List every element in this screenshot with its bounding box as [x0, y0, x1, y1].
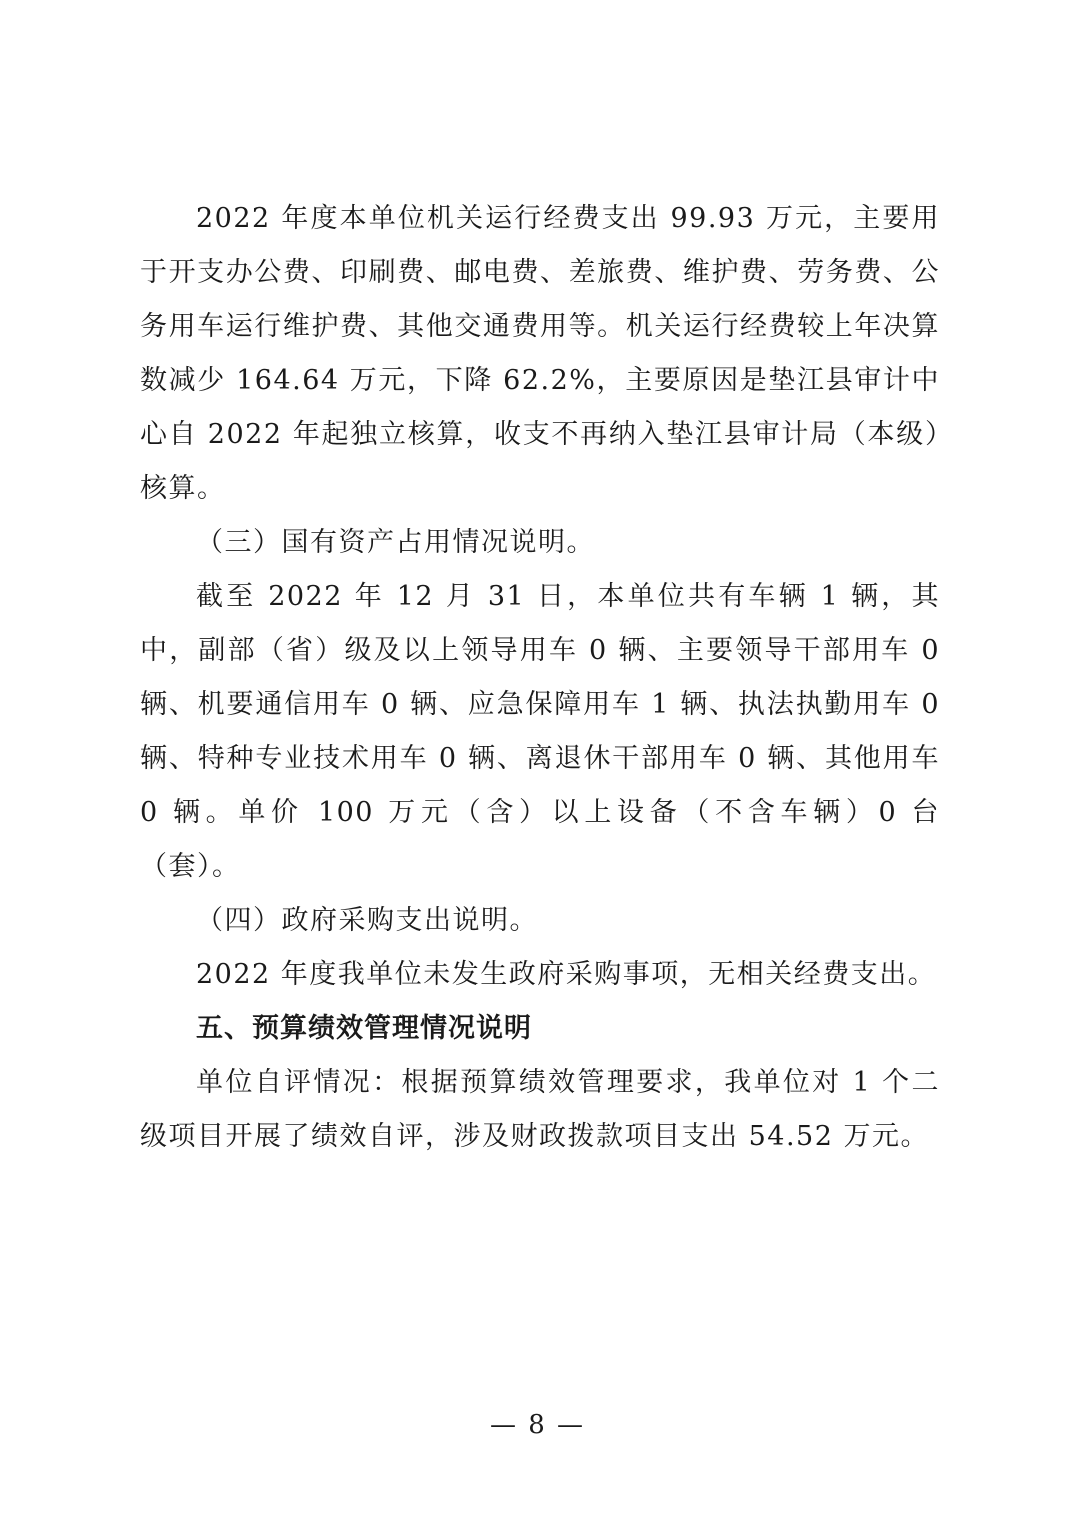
subheading-government-procurement: （四）政府采购支出说明。 — [196, 905, 538, 936]
paragraph-operating-expenses: 2022 年度本单位机关运行经费支出 99.93 万元，主要用于开支办公费、印刷费、邮电费、差旅费、维护费、劳务费、公务用车运行维护费、其他交通费用等。机关运行经费较上年决算数减少 164.64 万元，下降 62.2%，主要原因是垫江县审计中心自 2022 年起独立核算，收支不再纳入垫江县审计局（本级）核算。 — [140, 203, 940, 504]
heading-performance-management: 五、预算绩效管理情况说明 — [196, 1013, 532, 1044]
page-number: — 8 — — [489, 1410, 586, 1440]
subheading-state-assets: （三）国有资产占用情况说明。 — [196, 527, 595, 558]
paragraph-procurement: 2022 年度我单位未发生政府采购事项，无相关经费支出。 — [196, 959, 937, 990]
document-body — [140, 192, 940, 1164]
paragraph-vehicles-assets: 截至 2022 年 12 月 31 日，本单位共有车辆 1 辆，其中，副部（省）级及以上领导用车 0 辆、主要领导干部用车 0 辆、机要通信用车 0 辆、应急保障用车 1 辆、执法执勤用车 0 辆、特种专业技术用车 0 辆、离退休干部用车 0 辆、其他用车 0 辆。单价 100 万元（含）以上设备（不含车辆）0 台（套）。 — [140, 581, 940, 882]
paragraph-self-evaluation: 单位自评情况：根据预算绩效管理要求，我单位对 1 个二级项目开展了绩效自评，涉及财政拨款项目支出 54.52 万元。 — [140, 1067, 940, 1152]
